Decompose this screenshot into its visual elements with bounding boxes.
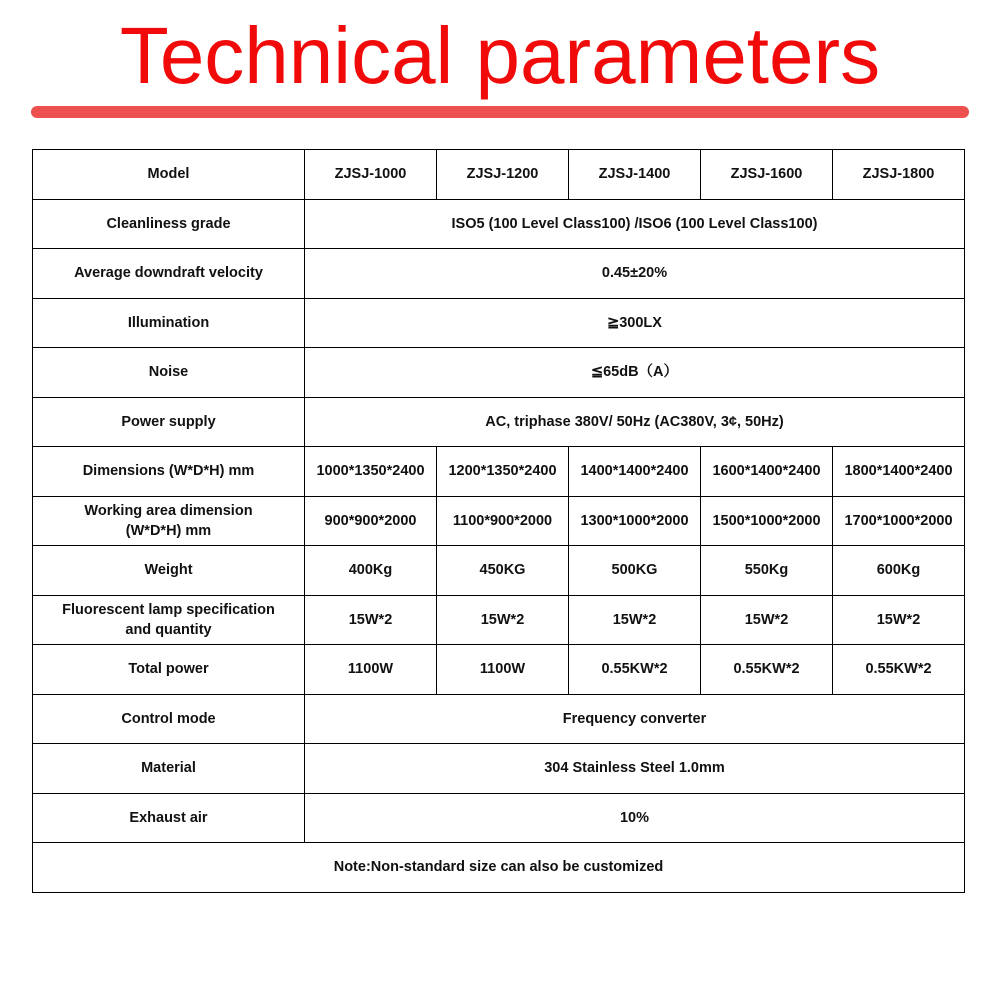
total-power-cell: 0.55KW*2 xyxy=(701,645,833,695)
lamp-cell: 15W*2 xyxy=(701,595,833,645)
weight-cell: 500KG xyxy=(569,546,701,596)
exhaust-value: 10% xyxy=(305,793,965,843)
weight-cell: 550Kg xyxy=(701,546,833,596)
lamp-label-line2: and quantity xyxy=(125,621,212,638)
table-row-weight xyxy=(33,546,965,596)
row-label-total-power: Total power xyxy=(33,645,305,695)
table-row-control-mode xyxy=(33,694,965,744)
table-row-noise xyxy=(33,348,965,398)
table-row-illumination xyxy=(33,298,965,348)
dimensions-cell: 1600*1400*2400 xyxy=(701,447,833,497)
total-power-cell: 0.55KW*2 xyxy=(569,645,701,695)
model-cell: ZJSJ-1000 xyxy=(305,150,437,200)
lamp-cell: 15W*2 xyxy=(833,595,965,645)
working-area-label-line2: (W*D*H) mm xyxy=(125,522,212,539)
row-label-power-supply: Power supply xyxy=(33,397,305,447)
dimensions-cell: 1400*1400*2400 xyxy=(569,447,701,497)
model-cell: ZJSJ-1800 xyxy=(833,150,965,200)
lamp-cell: 15W*2 xyxy=(569,595,701,645)
lamp-cell: 15W*2 xyxy=(437,595,569,645)
row-label-cleanliness: Cleanliness grade xyxy=(33,199,305,249)
table-note: Note:Non-standard size can also be customized xyxy=(33,843,965,893)
row-label-dimensions: Dimensions (W*D*H) mm xyxy=(33,447,305,497)
table-row-velocity xyxy=(33,249,965,299)
table-row-total-power xyxy=(33,645,965,695)
working-area-cell: 900*900*2000 xyxy=(305,496,437,546)
total-power-cell: 0.55KW*2 xyxy=(833,645,965,695)
table-row-working-area xyxy=(33,496,965,546)
row-label-control-mode: Control mode xyxy=(33,694,305,744)
material-value: 304 Stainless Steel 1.0mm xyxy=(305,744,965,794)
control-mode-value: Frequency converter xyxy=(305,694,965,744)
weight-cell: 600Kg xyxy=(833,546,965,596)
table-row-power-supply xyxy=(33,397,965,447)
model-cell: ZJSJ-1200 xyxy=(437,150,569,200)
working-area-label-line1: Working area dimension xyxy=(84,502,253,519)
row-label-weight: Weight xyxy=(33,546,305,596)
model-cell: ZJSJ-1400 xyxy=(569,150,701,200)
lamp-label-line1: Fluorescent lamp specification xyxy=(62,601,275,618)
table-row-material xyxy=(33,744,965,794)
page-title: Technical parameters xyxy=(119,11,881,100)
dimensions-cell: 1200*1350*2400 xyxy=(437,447,569,497)
noise-value: ≦65dB（A） xyxy=(305,348,965,398)
row-label-velocity: Average downdraft velocity xyxy=(33,249,305,299)
dimensions-cell: 1800*1400*2400 xyxy=(833,447,965,497)
row-label-model: Model xyxy=(33,150,305,200)
power-supply-value: AC, triphase 380V/ 50Hz (AC380V, 3¢, 50Hz) xyxy=(305,397,965,447)
row-label-lamp xyxy=(33,595,305,645)
working-area-cell: 1300*1000*2000 xyxy=(569,496,701,546)
velocity-value: 0.45±20% xyxy=(305,249,965,299)
table-row-cleanliness xyxy=(33,199,965,249)
working-area-cell: 1500*1000*2000 xyxy=(701,496,833,546)
table-row-note xyxy=(33,843,965,893)
title-underline-bar xyxy=(31,106,969,118)
row-label-illumination: Illumination xyxy=(33,298,305,348)
working-area-cell: 1700*1000*2000 xyxy=(833,496,965,546)
working-area-cell: 1100*900*2000 xyxy=(437,496,569,546)
weight-cell: 450KG xyxy=(437,546,569,596)
row-label-working-area xyxy=(33,496,305,546)
cleanliness-value: ISO5 (100 Level Class100) /ISO6 (100 Level Class100) xyxy=(305,199,965,249)
model-cell: ZJSJ-1600 xyxy=(701,150,833,200)
total-power-cell: 1100W xyxy=(305,645,437,695)
dimensions-cell: 1000*1350*2400 xyxy=(305,447,437,497)
row-label-material: Material xyxy=(33,744,305,794)
table-row-lamp xyxy=(33,595,965,645)
row-label-exhaust: Exhaust air xyxy=(33,793,305,843)
table-row-dimensions xyxy=(33,447,965,497)
weight-cell: 400Kg xyxy=(305,546,437,596)
table-row-exhaust xyxy=(33,793,965,843)
row-label-noise: Noise xyxy=(33,348,305,398)
table-row-model xyxy=(33,150,965,200)
technical-parameters-table xyxy=(32,149,965,893)
total-power-cell: 1100W xyxy=(437,645,569,695)
illumination-value: ≧300LX xyxy=(305,298,965,348)
lamp-cell: 15W*2 xyxy=(305,595,437,645)
